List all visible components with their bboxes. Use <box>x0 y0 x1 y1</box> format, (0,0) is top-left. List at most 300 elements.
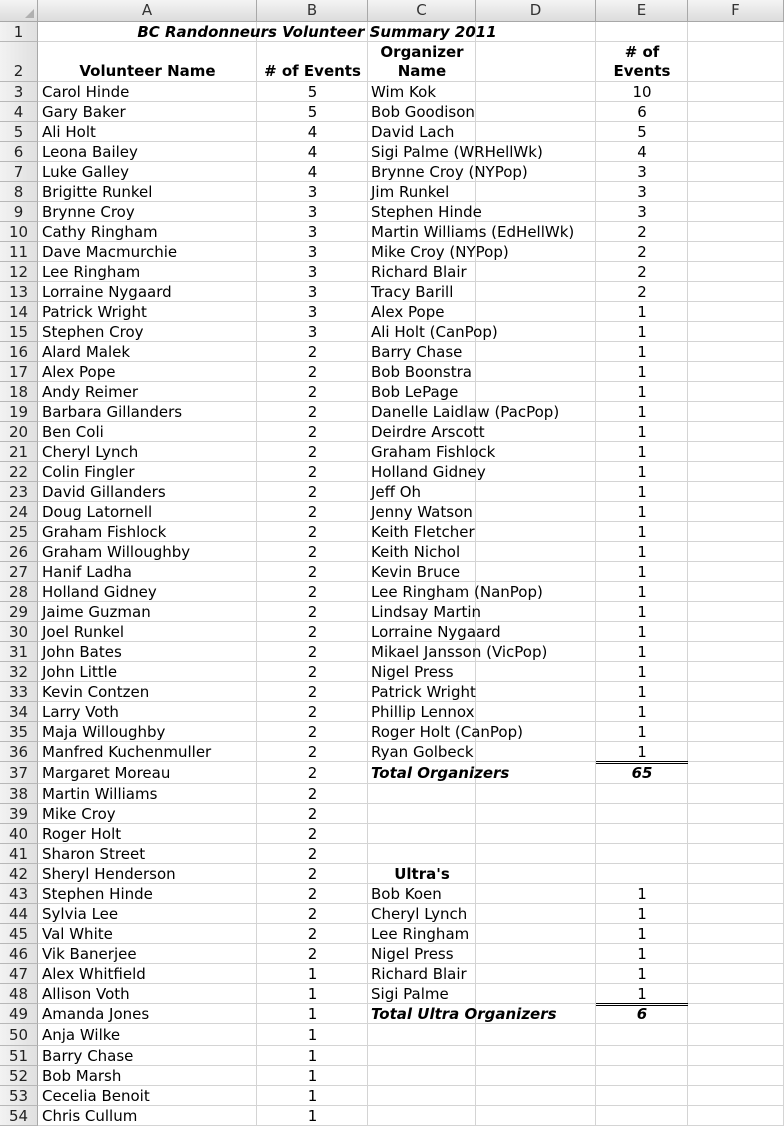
row-header-45[interactable]: 45 <box>0 924 38 944</box>
row-header-34[interactable]: 34 <box>0 702 38 722</box>
volunteer-events: 2 <box>307 462 318 481</box>
row-header-6[interactable]: 6 <box>0 142 38 162</box>
cell-d52[interactable] <box>476 1066 596 1086</box>
cell-f28[interactable] <box>688 582 784 602</box>
volunteer-events: 2 <box>307 502 318 521</box>
volunteer-name: Brynne Croy <box>42 202 135 221</box>
cell-f21[interactable] <box>688 442 784 462</box>
volunteer-name: Joel Runkel <box>42 622 125 641</box>
volunteer-name: Alard Malek <box>42 342 131 361</box>
volunteer-name: Maja Willoughby <box>42 722 166 741</box>
cell-f36[interactable] <box>688 742 784 762</box>
organizer-events: 1 <box>637 362 647 381</box>
volunteer-name: Larry Voth <box>42 702 119 721</box>
row-header-3[interactable]: 3 <box>0 82 38 102</box>
row-header-1[interactable]: 1 <box>0 22 38 42</box>
cell-e40[interactable] <box>596 824 688 844</box>
organizer-name: Mikael Jansson (VicPop) <box>371 642 548 661</box>
row-header-21[interactable]: 21 <box>0 442 38 462</box>
row-header-29[interactable]: 29 <box>0 602 38 622</box>
organizer-events: 1 <box>637 462 647 481</box>
volunteer-name: Kevin Contzen <box>42 682 150 701</box>
cell-f18[interactable] <box>688 382 784 402</box>
ultra-events: 1 <box>637 964 647 983</box>
cell-f42[interactable] <box>688 864 784 884</box>
row-header-42[interactable]: 42 <box>0 864 38 884</box>
total-ultras-double-underline <box>596 1003 688 1006</box>
ultras-header: Ultra's <box>394 864 450 883</box>
cell-f48[interactable] <box>688 984 784 1004</box>
cell-d36[interactable] <box>476 742 596 762</box>
organizer-name: Danelle Laidlaw (PacPop) <box>371 402 560 421</box>
cell-f40[interactable] <box>688 824 784 844</box>
cell-f50[interactable] <box>688 1024 784 1046</box>
row-header-25[interactable]: 25 <box>0 522 38 542</box>
cell-d13[interactable] <box>476 282 596 302</box>
row-header-16[interactable]: 16 <box>0 342 38 362</box>
column-header-f[interactable]: F <box>688 0 784 22</box>
row-header-17[interactable]: 17 <box>0 362 38 382</box>
cell-d42[interactable] <box>476 864 596 884</box>
cell-e42[interactable] <box>596 864 688 884</box>
cell-e51[interactable] <box>596 1046 688 1066</box>
cell-f6[interactable] <box>688 142 784 162</box>
cell-d27[interactable] <box>476 562 596 582</box>
cell-f3[interactable] <box>688 82 784 102</box>
volunteer-name: Jaime Guzman <box>42 602 151 621</box>
organizer-events: 2 <box>637 242 647 261</box>
volunteer-events: 2 <box>307 904 318 923</box>
volunteer-name: Chris Cullum <box>42 1106 138 1125</box>
cell-d40[interactable] <box>476 824 596 844</box>
cell-d29[interactable] <box>476 602 596 622</box>
cell-e52[interactable] <box>596 1066 688 1086</box>
cell-f4[interactable] <box>688 102 784 122</box>
organizer-name: Brynne Croy (NYPop) <box>371 162 528 181</box>
row-header-51[interactable]: 51 <box>0 1046 38 1066</box>
total-organizers-label: Total Organizers <box>371 763 510 782</box>
volunteer-name: Allison Voth <box>42 984 130 1003</box>
cell-d8[interactable] <box>476 182 596 202</box>
cell-f27[interactable] <box>688 562 784 582</box>
volunteer-name: Luke Galley <box>42 162 130 181</box>
row-header-36[interactable]: 36 <box>0 742 38 762</box>
cell-f30[interactable] <box>688 622 784 642</box>
row-header-52[interactable]: 52 <box>0 1066 38 1086</box>
volunteer-name: Leona Bailey <box>42 142 138 161</box>
volunteer-events: 1 <box>307 1025 318 1044</box>
row-header-10[interactable]: 10 <box>0 222 38 242</box>
cell-d54[interactable] <box>476 1106 596 1126</box>
organizer-events: 4 <box>637 142 647 161</box>
cell-d14[interactable] <box>476 302 596 322</box>
organizer-events: 1 <box>637 522 647 541</box>
volunteer-events: 3 <box>307 302 318 321</box>
cell-f23[interactable] <box>688 482 784 502</box>
volunteer-name: Sheryl Henderson <box>42 864 176 883</box>
volunteer-name: Val White <box>42 924 113 943</box>
volunteer-events: 2 <box>307 722 318 741</box>
organizer-events: 2 <box>637 262 647 281</box>
cell-f29[interactable] <box>688 602 784 622</box>
cell-d20[interactable] <box>476 422 596 442</box>
row-header-7[interactable]: 7 <box>0 162 38 182</box>
ultra-name: Cheryl Lynch <box>371 904 468 923</box>
row-header-35[interactable]: 35 <box>0 722 38 742</box>
select-all-corner[interactable] <box>0 0 38 22</box>
row-header-46[interactable]: 46 <box>0 944 38 964</box>
volunteer-name: Brigitte Runkel <box>42 182 153 201</box>
volunteer-events: 5 <box>307 82 318 101</box>
cell-d33[interactable] <box>476 682 596 702</box>
volunteer-name: Patrick Wright <box>42 302 147 321</box>
cell-d50[interactable] <box>476 1024 596 1046</box>
volunteer-name: Lorraine Nygaard <box>42 282 172 301</box>
organizer-name: Mike Croy (NYPop) <box>371 242 509 261</box>
row-header-40[interactable]: 40 <box>0 824 38 844</box>
row-header-23[interactable]: 23 <box>0 482 38 502</box>
row-header-13[interactable]: 13 <box>0 282 38 302</box>
cell-d45[interactable] <box>476 924 596 944</box>
volunteer-name: Ali Holt <box>42 122 96 141</box>
cell-f37[interactable] <box>688 762 784 784</box>
ultra-name: Richard Blair <box>371 964 467 983</box>
cell-e39[interactable] <box>596 804 688 824</box>
cell-e41[interactable] <box>596 844 688 864</box>
volunteer-events: 2 <box>307 662 318 681</box>
cell-d38[interactable] <box>476 784 596 804</box>
cell-d2[interactable] <box>476 42 596 82</box>
organizer-events: 1 <box>637 662 647 681</box>
volunteer-events: 5 <box>307 102 318 121</box>
cell-d25[interactable] <box>476 522 596 542</box>
header-org-events-1: # of <box>624 43 660 61</box>
organizer-name: Jeff Oh <box>371 482 422 501</box>
row-header-26[interactable]: 26 <box>0 542 38 562</box>
volunteer-name: Alex Whitfield <box>42 964 146 983</box>
cell-f47[interactable] <box>688 964 784 984</box>
cell-d39[interactable] <box>476 804 596 824</box>
cell-c54[interactable] <box>368 1106 476 1126</box>
cell-f2[interactable] <box>688 42 784 82</box>
cell-c41[interactable] <box>368 844 476 864</box>
volunteer-name: David Gillanders <box>42 482 166 501</box>
cell-c51[interactable] <box>368 1046 476 1066</box>
cell-c52[interactable] <box>368 1066 476 1086</box>
cell-d34[interactable] <box>476 702 596 722</box>
cell-f10[interactable] <box>688 222 784 242</box>
organizer-events: 1 <box>637 442 647 461</box>
cell-f26[interactable] <box>688 542 784 562</box>
cell-f44[interactable] <box>688 904 784 924</box>
ultra-events: 1 <box>637 924 647 943</box>
row-header-33[interactable]: 33 <box>0 682 38 702</box>
row-header-37[interactable]: 37 <box>0 762 38 784</box>
cell-f17[interactable] <box>688 362 784 382</box>
organizer-name: Barry Chase <box>371 342 463 361</box>
cell-f19[interactable] <box>688 402 784 422</box>
cell-f13[interactable] <box>688 282 784 302</box>
organizer-events: 2 <box>637 282 647 301</box>
cell-d24[interactable] <box>476 502 596 522</box>
volunteer-name: Doug Latornell <box>42 502 153 521</box>
organizer-events: 1 <box>637 542 647 561</box>
cell-f51[interactable] <box>688 1046 784 1066</box>
row-header-49[interactable]: 49 <box>0 1004 38 1024</box>
cell-d17[interactable] <box>476 362 596 382</box>
cell-d9[interactable] <box>476 202 596 222</box>
cell-d48[interactable] <box>476 984 596 1004</box>
cell-e53[interactable] <box>596 1086 688 1106</box>
cell-d53[interactable] <box>476 1086 596 1106</box>
volunteer-events: 3 <box>307 182 318 201</box>
row-header-30[interactable]: 30 <box>0 622 38 642</box>
row-header-31[interactable]: 31 <box>0 642 38 662</box>
volunteer-name: John Bates <box>42 642 122 661</box>
row-header-47[interactable]: 47 <box>0 964 38 984</box>
column-header-a[interactable]: A <box>38 0 257 22</box>
volunteer-name: Manfred Kuchenmuller <box>42 742 212 761</box>
cell-f54[interactable] <box>688 1106 784 1126</box>
volunteer-name: Sylvia Lee <box>42 904 119 923</box>
column-header-c[interactable]: C <box>368 0 476 22</box>
volunteer-events: 1 <box>307 964 318 983</box>
cell-f1[interactable] <box>688 22 784 42</box>
row-header-28[interactable]: 28 <box>0 582 38 602</box>
ultra-name: Sigi Palme <box>371 984 449 1003</box>
organizer-events: 1 <box>637 382 647 401</box>
row-header-9[interactable]: 9 <box>0 202 38 222</box>
cell-f35[interactable] <box>688 722 784 742</box>
volunteer-events: 2 <box>307 402 318 421</box>
volunteer-events: 2 <box>307 342 318 361</box>
organizer-events: 1 <box>637 502 647 521</box>
cell-d26[interactable] <box>476 542 596 562</box>
cell-d32[interactable] <box>476 662 596 682</box>
organizer-name: Graham Fishlock <box>371 442 496 461</box>
organizer-name: Jenny Watson <box>371 502 473 521</box>
cell-f12[interactable] <box>688 262 784 282</box>
row-header-19[interactable]: 19 <box>0 402 38 422</box>
row-header-48[interactable]: 48 <box>0 984 38 1004</box>
cell-f31[interactable] <box>688 642 784 662</box>
header-num-events: # of Events <box>264 62 361 80</box>
cell-f20[interactable] <box>688 422 784 442</box>
row-header-54[interactable]: 54 <box>0 1106 38 1126</box>
organizer-events: 1 <box>637 402 647 421</box>
cell-d12[interactable] <box>476 262 596 282</box>
ultra-name: Bob Koen <box>371 884 442 903</box>
volunteer-name: Hanif Ladha <box>42 562 132 581</box>
cell-d23[interactable] <box>476 482 596 502</box>
organizer-name: Stephen Hinde <box>371 202 482 221</box>
volunteer-events: 2 <box>307 924 318 943</box>
cell-d51[interactable] <box>476 1046 596 1066</box>
organizer-events: 1 <box>637 582 647 601</box>
cell-f8[interactable] <box>688 182 784 202</box>
row-header-2[interactable]: 2 <box>0 42 38 82</box>
cell-d18[interactable] <box>476 382 596 402</box>
cell-f43[interactable] <box>688 884 784 904</box>
cell-f16[interactable] <box>688 342 784 362</box>
cell-d3[interactable] <box>476 82 596 102</box>
cell-f24[interactable] <box>688 502 784 522</box>
volunteer-events: 2 <box>307 542 318 561</box>
volunteer-name: Bob Marsh <box>42 1066 122 1085</box>
cell-f34[interactable] <box>688 702 784 722</box>
organizer-events: 1 <box>637 622 647 641</box>
volunteer-events: 2 <box>307 763 318 782</box>
cell-f5[interactable] <box>688 122 784 142</box>
volunteer-name: John Little <box>42 662 118 681</box>
volunteer-events: 1 <box>307 1046 318 1065</box>
cell-e38[interactable] <box>596 784 688 804</box>
row-header-24[interactable]: 24 <box>0 502 38 522</box>
volunteer-name: Stephen Croy <box>42 322 144 341</box>
ultra-events: 1 <box>637 984 647 1003</box>
column-header-b[interactable]: B <box>257 0 368 22</box>
cell-f9[interactable] <box>688 202 784 222</box>
cell-d43[interactable] <box>476 884 596 904</box>
column-header-d[interactable]: D <box>476 0 596 22</box>
volunteer-events: 2 <box>307 682 318 701</box>
cell-f32[interactable] <box>688 662 784 682</box>
ultra-events: 1 <box>637 944 647 963</box>
organizer-events: 1 <box>637 342 647 361</box>
volunteer-events: 2 <box>307 362 318 381</box>
organizer-events: 6 <box>637 102 647 121</box>
row-header-22[interactable]: 22 <box>0 462 38 482</box>
volunteer-events: 2 <box>307 422 318 441</box>
volunteer-name: Cathy Ringham <box>42 222 158 241</box>
row-header-12[interactable]: 12 <box>0 262 38 282</box>
organizer-name: Nigel Press <box>371 662 454 681</box>
cell-c39[interactable] <box>368 804 476 824</box>
organizer-name: Keith Nichol <box>371 542 461 561</box>
cell-d16[interactable] <box>476 342 596 362</box>
volunteer-name: Graham Fishlock <box>42 522 167 541</box>
volunteer-events: 2 <box>307 642 318 661</box>
row-header-38[interactable]: 38 <box>0 784 38 804</box>
cell-d46[interactable] <box>476 944 596 964</box>
cell-d47[interactable] <box>476 964 596 984</box>
row-header-8[interactable]: 8 <box>0 182 38 202</box>
ultra-events: 1 <box>637 884 647 903</box>
volunteer-events: 3 <box>307 202 318 221</box>
volunteer-name: Anja Wilke <box>42 1025 121 1044</box>
volunteer-events: 1 <box>307 1004 318 1023</box>
row-header-18[interactable]: 18 <box>0 382 38 402</box>
cell-d41[interactable] <box>476 844 596 864</box>
cell-e1[interactable] <box>596 22 688 42</box>
row-header-43[interactable]: 43 <box>0 884 38 904</box>
cell-c53[interactable] <box>368 1086 476 1106</box>
cell-f38[interactable] <box>688 784 784 804</box>
volunteer-events: 2 <box>307 702 318 721</box>
row-header-44[interactable]: 44 <box>0 904 38 924</box>
cell-c38[interactable] <box>368 784 476 804</box>
cell-d5[interactable] <box>476 122 596 142</box>
row-header-27[interactable]: 27 <box>0 562 38 582</box>
volunteer-name: Alex Pope <box>42 362 116 381</box>
cell-c50[interactable] <box>368 1024 476 1046</box>
organizer-name: Jim Runkel <box>371 182 450 201</box>
organizer-name: Sigi Palme (WRHellWk) <box>371 142 543 161</box>
total-ultras-value: 6 <box>636 1004 648 1023</box>
row-header-41[interactable]: 41 <box>0 844 38 864</box>
volunteer-events: 2 <box>307 522 318 541</box>
cell-d22[interactable] <box>476 462 596 482</box>
volunteer-events: 4 <box>307 122 318 141</box>
organizer-events: 1 <box>637 562 647 581</box>
cell-f45[interactable] <box>688 924 784 944</box>
row-header-11[interactable]: 11 <box>0 242 38 262</box>
cell-f11[interactable] <box>688 242 784 262</box>
volunteer-name: Roger Holt <box>42 824 122 843</box>
cell-f15[interactable] <box>688 322 784 342</box>
organizer-name: Bob LePage <box>371 382 459 401</box>
cell-f53[interactable] <box>688 1086 784 1106</box>
row-header-5[interactable]: 5 <box>0 122 38 142</box>
cell-f52[interactable] <box>688 1066 784 1086</box>
cell-f41[interactable] <box>688 844 784 864</box>
cell-f22[interactable] <box>688 462 784 482</box>
total-ultras-label: Total Ultra Organizers <box>371 1004 557 1023</box>
select-all-icon <box>25 9 34 18</box>
organizer-events: 1 <box>637 642 647 661</box>
cell-d44[interactable] <box>476 904 596 924</box>
organizer-name: Patrick Wright <box>371 682 476 701</box>
row-header-50[interactable]: 50 <box>0 1024 38 1046</box>
cell-f46[interactable] <box>688 944 784 964</box>
volunteer-events: 2 <box>307 482 318 501</box>
cell-e50[interactable] <box>596 1024 688 1046</box>
row-header-14[interactable]: 14 <box>0 302 38 322</box>
cell-f25[interactable] <box>688 522 784 542</box>
organizer-events: 1 <box>637 482 647 501</box>
organizer-events: 1 <box>637 702 647 721</box>
cell-f33[interactable] <box>688 682 784 702</box>
volunteer-name: Colin Fingler <box>42 462 135 481</box>
volunteer-events: 2 <box>307 602 318 621</box>
row-header-53[interactable]: 53 <box>0 1086 38 1106</box>
column-header-e[interactable]: E <box>596 0 688 22</box>
organizer-events: 3 <box>637 202 647 221</box>
volunteer-name: Dave Macmurchie <box>42 242 178 261</box>
organizer-name: David Lach <box>371 122 455 141</box>
row-header-4[interactable]: 4 <box>0 102 38 122</box>
volunteer-name: Ben Coli <box>42 422 104 441</box>
volunteer-events: 4 <box>307 142 318 161</box>
cell-f39[interactable] <box>688 804 784 824</box>
volunteer-name: Graham Willoughby <box>42 542 191 561</box>
cell-f49[interactable] <box>688 1004 784 1024</box>
row-header-32[interactable]: 32 <box>0 662 38 682</box>
header-volunteer-name: Volunteer Name <box>79 62 216 80</box>
organizer-events: 10 <box>632 82 652 101</box>
row-header-20[interactable]: 20 <box>0 422 38 442</box>
row-header-39[interactable]: 39 <box>0 804 38 824</box>
organizer-name: Ryan Golbeck <box>371 742 474 761</box>
cell-f7[interactable] <box>688 162 784 182</box>
cell-e54[interactable] <box>596 1106 688 1126</box>
cell-c40[interactable] <box>368 824 476 844</box>
cell-d4[interactable] <box>476 102 596 122</box>
organizer-events: 1 <box>637 322 647 341</box>
row-header-15[interactable]: 15 <box>0 322 38 342</box>
cell-f14[interactable] <box>688 302 784 322</box>
volunteer-events: 3 <box>307 282 318 301</box>
